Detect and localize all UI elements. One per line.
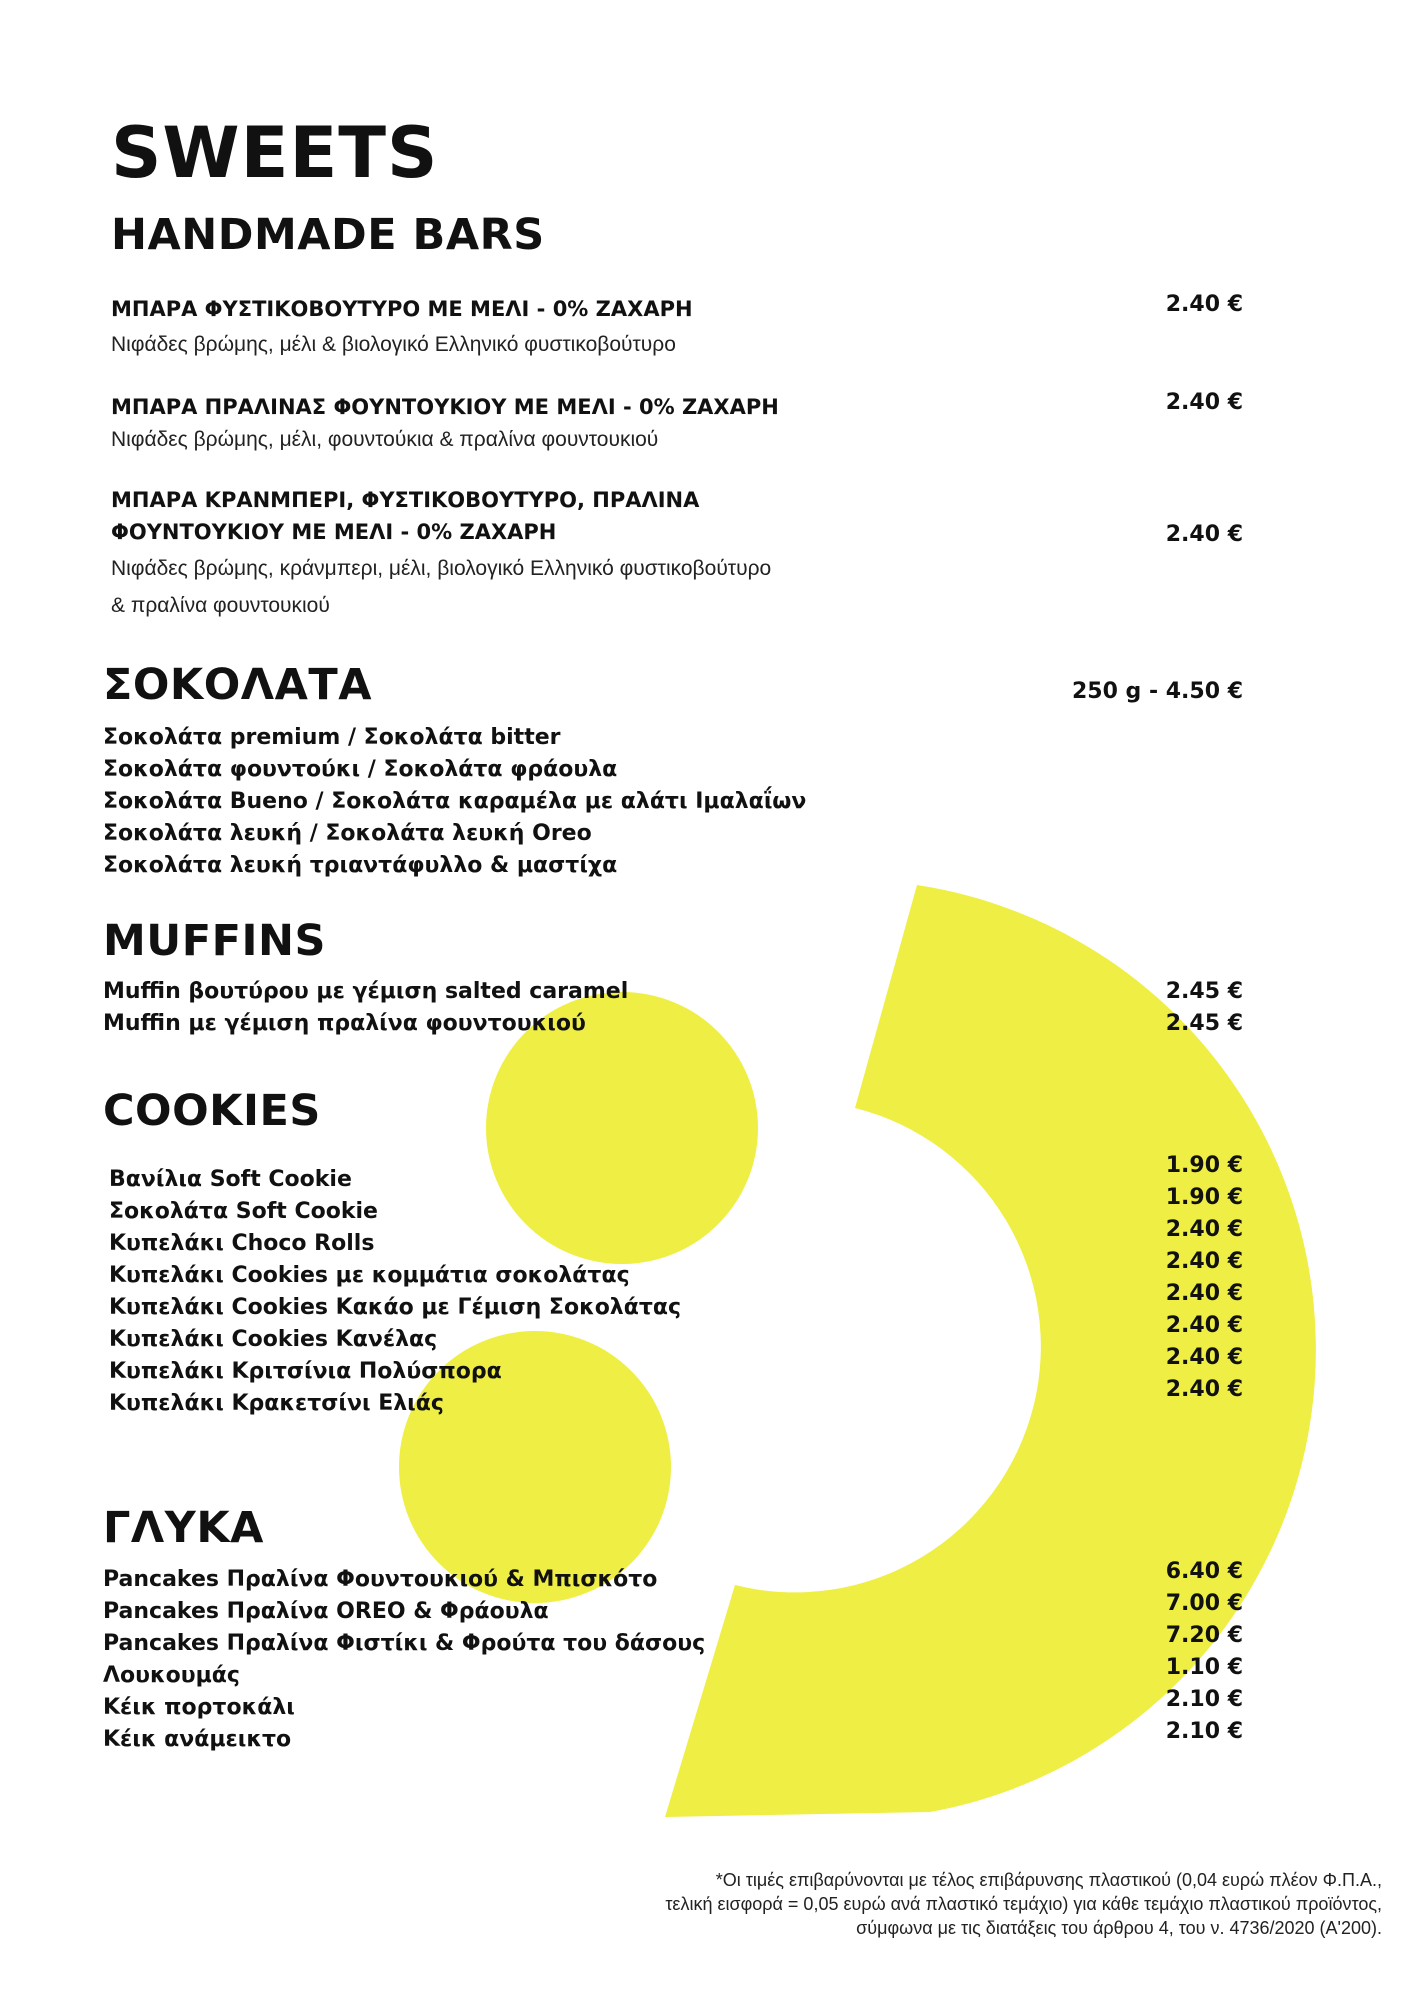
cookie-item: Βανίλια Soft Cookie: [109, 1167, 352, 1192]
page-title: SWEETS: [111, 112, 439, 194]
cookie-price: 1.90 €: [1165, 1153, 1243, 1178]
cookie-price: 2.40 €: [1165, 1313, 1243, 1338]
footnote-line: *Οι τιμές επιβαρύνονται με τέλος επιβάρυνσης πλαστικού (0,04 ευρώ πλέον Φ.Π.Α.,: [715, 1870, 1382, 1890]
bar-item-1-name: ΜΠΑΡΑ ΦΥΣΤΙΚΟΒΟΥΤΥΡΟ ΜΕ ΜΕΛΙ - 0% ΖΑΧΑΡΗ: [111, 297, 693, 321]
sweets-list: [103, 1564, 705, 1756]
cookie-price: 2.40 €: [1165, 1281, 1243, 1306]
chocolate-item: Σοκολάτα premium / Σοκολάτα bitter: [103, 725, 561, 750]
sweet-price: 7.00 €: [1165, 1591, 1243, 1616]
footnote: [665, 1868, 1382, 1940]
chocolate-price: 250 g - 4.50 €: [1071, 679, 1243, 704]
bar-item-1-price: 2.40 €: [1165, 292, 1243, 317]
muffins-prices: [1043, 976, 1243, 1040]
sweet-price: 2.10 €: [1165, 1687, 1243, 1712]
cookie-price: 2.40 €: [1165, 1249, 1243, 1274]
bar-item-2-description: Νιφάδες βρώμης, μέλι, φουντούκια & πραλίνα φουντουκιού: [111, 428, 659, 451]
chocolate-item: Σοκολάτα λευκή / Σοκολάτα λευκή Oreo: [103, 821, 592, 846]
bar-item-2-price: 2.40 €: [1165, 390, 1243, 415]
muffin-price: 2.45 €: [1165, 1011, 1243, 1036]
cookie-item: Κυπελάκι Choco Rolls: [109, 1231, 375, 1256]
chocolate-list: [103, 722, 806, 882]
bar-item-1-description: Νιφάδες βρώμης, μέλι & βιολογικό Ελληνικό φυστικοβούτυρο: [111, 333, 676, 356]
footnote-line: τελική εισφορά = 0,05 ευρώ ανά πλαστικό τεμάχιο) για κάθε τεμάχιο πλαστικού προϊόντος,: [665, 1894, 1382, 1914]
bar-item-3-name-line1: ΜΠΑΡΑ ΚΡΑΝΜΠΕΡΙ, ΦΥΣΤΙΚΟΒΟΥΤΥΡΟ, ΠΡΑΛΙΝΑ: [111, 488, 700, 512]
sweet-item: Λουκουμάς: [103, 1663, 240, 1688]
section-heading-sweets: ΓΛΥΚΑ: [103, 1503, 264, 1553]
sweet-price: 1.10 €: [1165, 1655, 1243, 1680]
cookie-price: 2.40 €: [1165, 1217, 1243, 1242]
bar-item-3-price: 2.40 €: [1165, 522, 1243, 547]
section-heading-handmade-bars: HANDMADE BARS: [111, 210, 545, 260]
muffin-price: 2.45 €: [1165, 979, 1243, 1004]
sweet-price: 7.20 €: [1165, 1623, 1243, 1648]
cookie-item: Κυπελάκι Κριτσίνια Πολύσπορα: [109, 1359, 502, 1384]
muffins-list: [103, 976, 628, 1040]
bar-item-3-name-line2: ΦΟΥΝΤΟΥΚΙΟΥ ΜΕ ΜΕΛΙ - 0% ΖΑΧΑΡΗ: [111, 520, 557, 544]
cookie-item: Κυπελάκι Cookies Κακάο με Γέμιση Σοκολάτας: [109, 1295, 682, 1320]
chocolate-item: Σοκολάτα Bueno / Σοκολάτα καραμέλα με αλάτι Ιμαλαΐων: [103, 789, 807, 814]
sweet-item: Κέικ ανάμεικτο: [103, 1727, 292, 1752]
section-heading-chocolate: ΣΟΚΟΛΑΤΑ: [103, 660, 372, 710]
cookies-list: [109, 1164, 681, 1420]
chocolate-item: Σοκολάτα λευκή τριαντάφυλλο & μαστίχα: [103, 853, 618, 878]
sweets-prices: [1043, 1556, 1243, 1748]
cookie-price: 2.40 €: [1165, 1377, 1243, 1402]
cookie-item: Σοκολάτα Soft Cookie: [109, 1199, 378, 1224]
footnote-line: σύμφωνα με τις διατάξεις του άρθρου 4, του ν. 4736/2020 (Α'200).: [856, 1918, 1382, 1938]
sweet-item: Pancakes Πραλίνα Φιστίκι & Φρούτα του δάσους: [103, 1631, 706, 1656]
bar-item-3-description-line1: Νιφάδες βρώμης, κράνμπερι, μέλι, βιολογικό Ελληνικό φυστικοβούτυρο: [111, 557, 772, 580]
cookie-price: 2.40 €: [1165, 1345, 1243, 1370]
section-heading-muffins: MUFFINS: [103, 916, 326, 966]
bar-item-3-description-line2: & πραλίνα φουντουκιού: [111, 594, 330, 617]
cookie-item: Κυπελάκι Cookies με κομμάτια σοκολάτας: [109, 1263, 630, 1288]
cookie-item: Κυπελάκι Cookies Κανέλας: [109, 1327, 438, 1352]
cookie-item: Κυπελάκι Κρακετσίνι Ελιάς: [109, 1391, 444, 1416]
sweet-item: Pancakes Πραλίνα OREO & Φράουλα: [103, 1599, 549, 1624]
sweet-price: 2.10 €: [1165, 1719, 1243, 1744]
bar-item-2-name: ΜΠΑΡΑ ΠΡΑΛΙΝΑΣ ΦΟΥΝΤΟΥΚΙΟΥ ΜΕ ΜΕΛΙ - 0% ΖΑΧΑΡΗ: [111, 395, 779, 419]
cookie-price: 1.90 €: [1165, 1185, 1243, 1210]
section-heading-cookies: COOKIES: [103, 1086, 321, 1136]
cookies-prices: [1043, 1150, 1243, 1406]
muffin-item: Muffin βουτύρου με γέμιση salted caramel: [103, 979, 629, 1004]
sweet-price: 6.40 €: [1165, 1559, 1243, 1584]
muffin-item: Muffin με γέμιση πραλίνα φουντουκιού: [103, 1011, 586, 1036]
chocolate-item: Σοκολάτα φουντούκι / Σοκολάτα φράουλα: [103, 757, 618, 782]
sweet-item: Κέικ πορτοκάλι: [103, 1695, 295, 1720]
sweet-item: Pancakes Πραλίνα Φουντουκιού & Μπισκότο: [103, 1567, 658, 1592]
